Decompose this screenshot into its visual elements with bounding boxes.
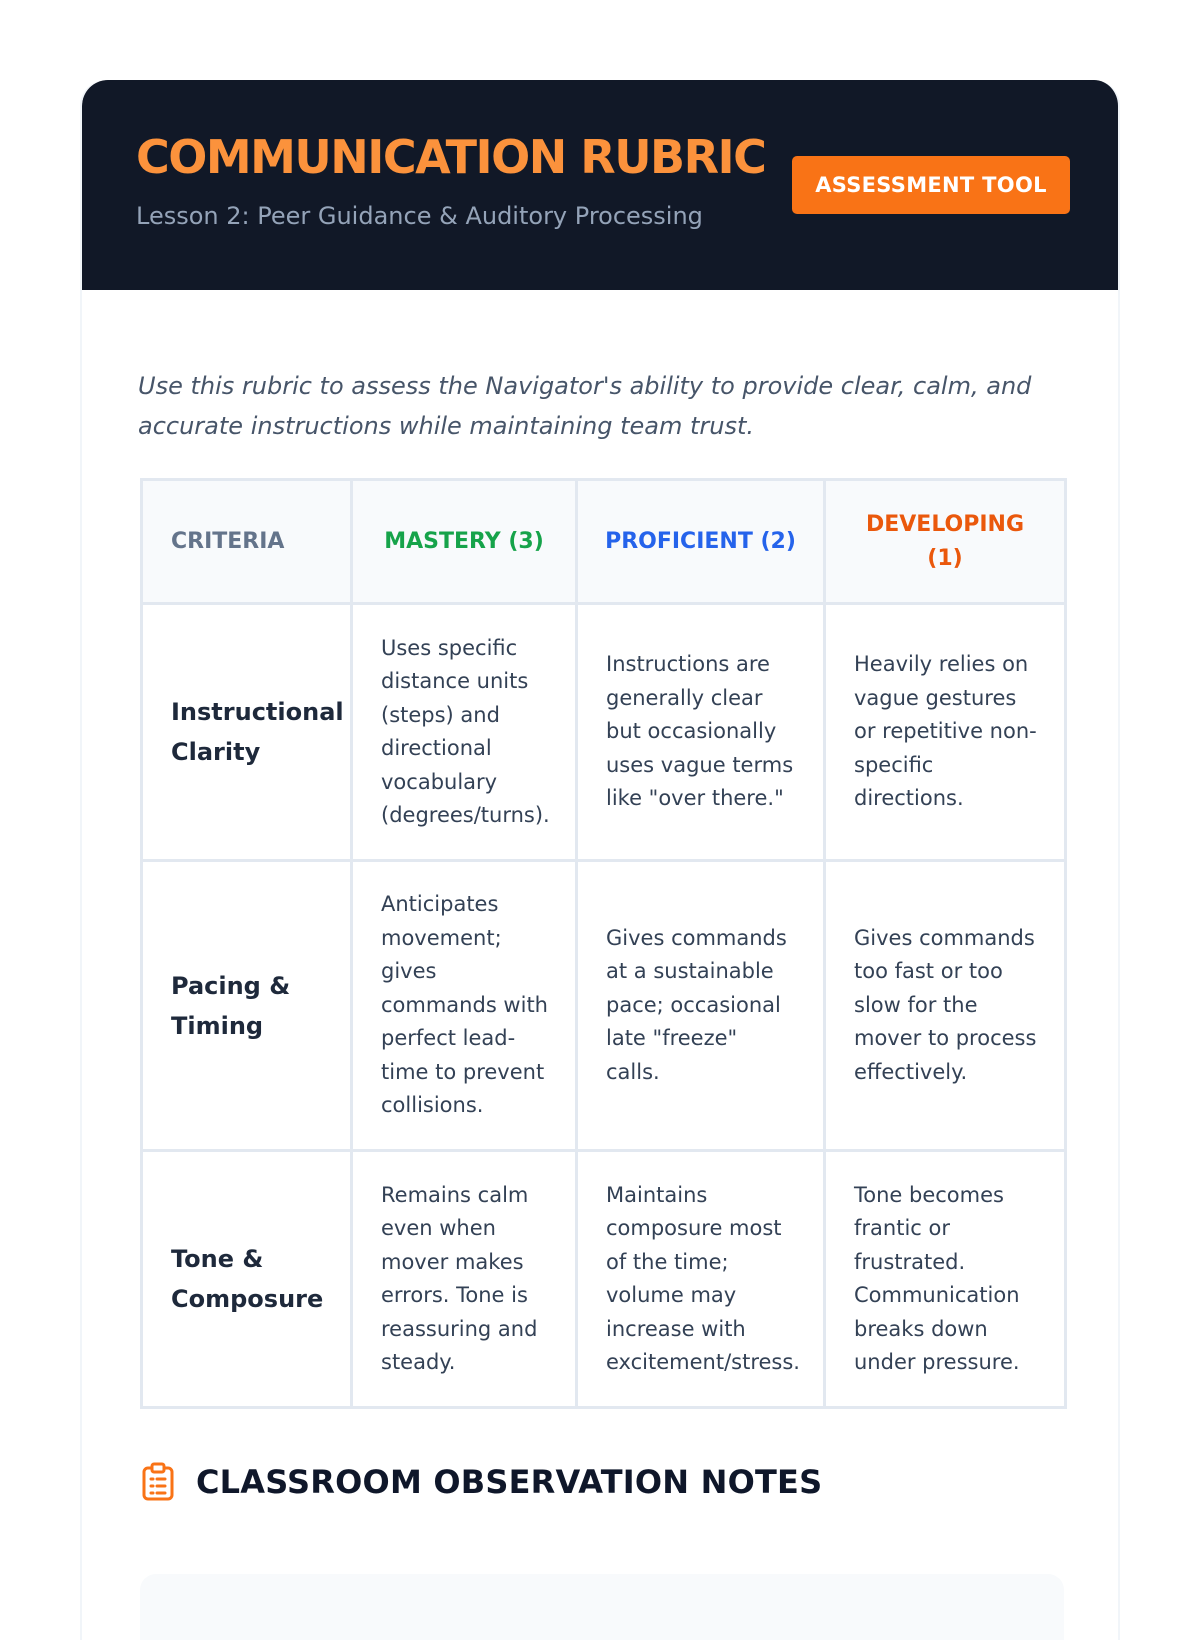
table-row	[142, 861, 1066, 1151]
criteria-cell: Pacing & Timing	[142, 861, 352, 1151]
assessment-tool-badge: ASSESSMENT TOOL	[792, 156, 1070, 214]
observation-notes-heading	[140, 1462, 822, 1502]
mastery-cell: Anticipates movement; gives commands with perfect lead-time to prevent collisions.	[352, 861, 577, 1151]
page-title: COMMUNICATION RUBRIC	[136, 130, 766, 184]
table-row	[142, 1151, 1066, 1408]
mastery-cell: Remains calm even when mover makes errors. Tone is reassuring and steady.	[352, 1151, 577, 1408]
column-header-developing: DEVELOPING (1)	[825, 480, 1066, 604]
developing-cell: Tone becomes frantic or frustrated. Communication breaks down under pressure.	[825, 1151, 1066, 1408]
table-row	[142, 604, 1066, 861]
page-subtitle: Lesson 2: Peer Guidance & Auditory Processing	[136, 202, 703, 230]
criteria-cell: Instructional Clarity	[142, 604, 352, 861]
developing-cell: Gives commands too fast or too slow for the mover to process effectively.	[825, 861, 1066, 1151]
intro-text: Use this rubric to assess the Navigator's ability to provide clear, calm, and accurate instructions while maintaining team trust.	[138, 372, 1032, 440]
rubric-header	[82, 80, 1120, 290]
rubric-table	[140, 478, 1067, 1409]
table-header-row	[142, 480, 1066, 604]
developing-cell: Heavily relies on vague gestures or repetitive non-specific directions.	[825, 604, 1066, 861]
proficient-cell: Instructions are generally clear but occasionally uses vague terms like "over there."	[577, 604, 825, 861]
proficient-cell: Gives commands at a sustainable pace; occasional late "freeze" calls.	[577, 861, 825, 1151]
column-header-mastery: MASTERY (3)	[352, 480, 577, 604]
mastery-cell: Uses specific distance units (steps) and directional vocabulary (degrees/turns).	[352, 604, 577, 861]
clipboard-icon	[140, 1462, 176, 1502]
rubric-card	[80, 80, 1120, 1640]
proficient-cell: Maintains composure most of the time; volume may increase with excitement/stress.	[577, 1151, 825, 1408]
observation-notes-box[interactable]	[140, 1574, 1064, 1640]
criteria-cell: Tone & Composure	[142, 1151, 352, 1408]
observation-notes-title: CLASSROOM OBSERVATION NOTES	[196, 1463, 823, 1501]
column-header-proficient: PROFICIENT (2)	[577, 480, 825, 604]
column-header-criteria: CRITERIA	[142, 480, 352, 604]
